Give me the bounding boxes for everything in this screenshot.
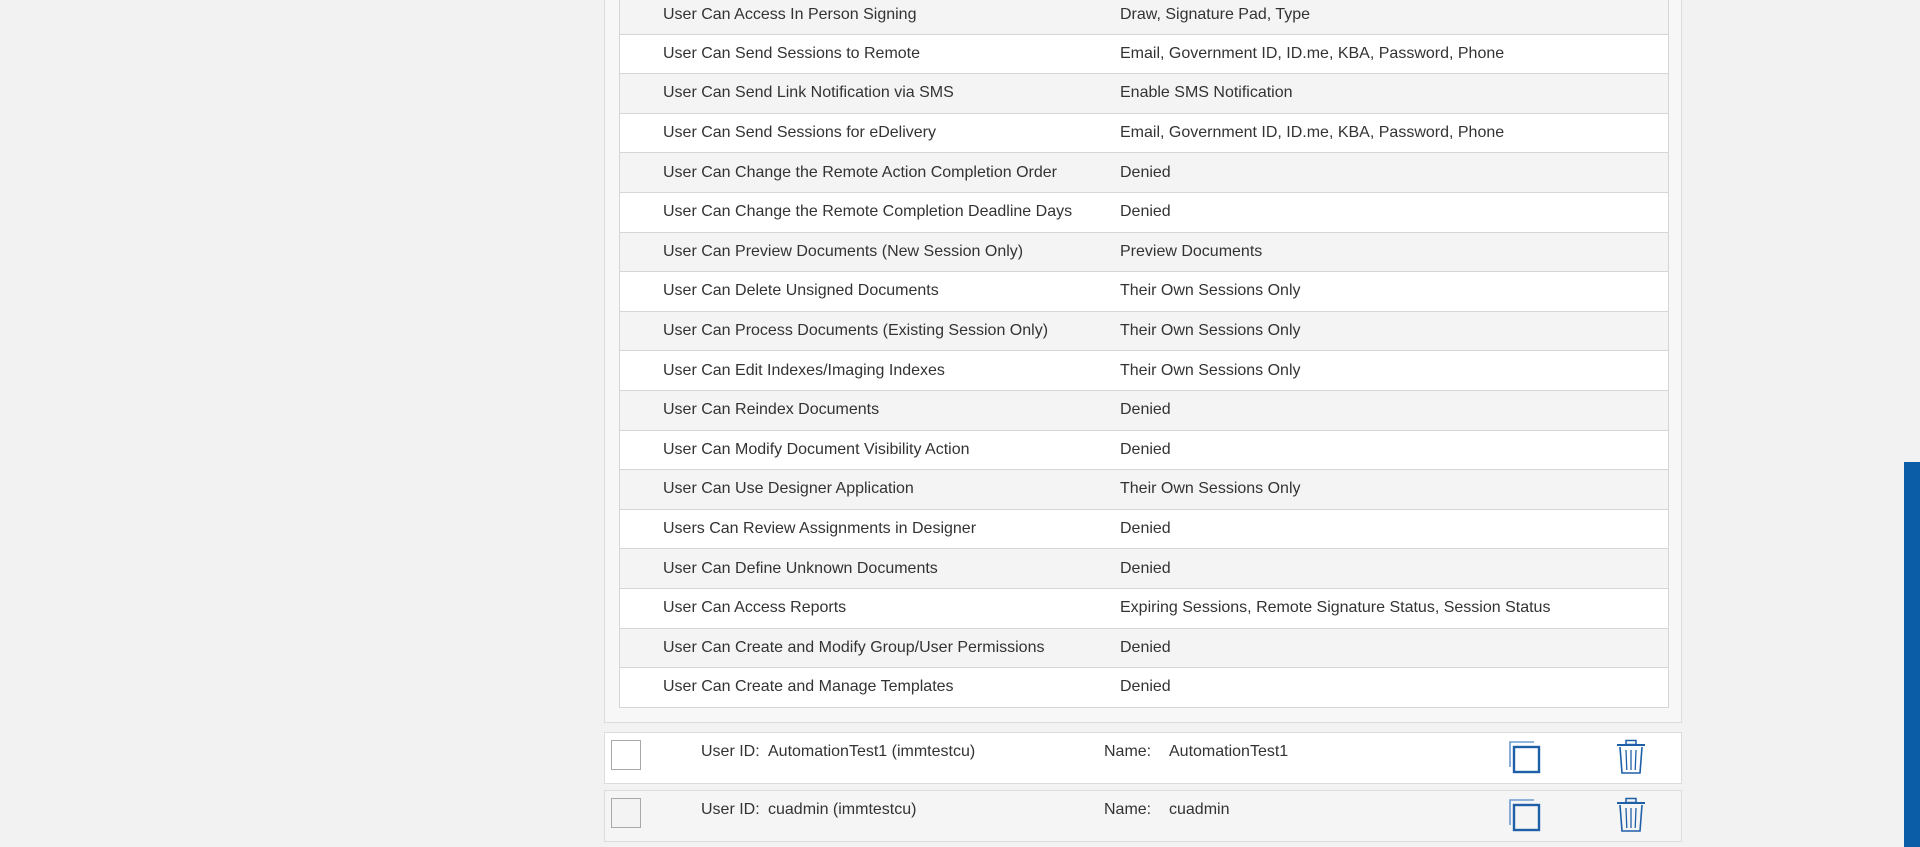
- permission-row: [619, 431, 1669, 471]
- permission-value: Email, Government ID, ID.me, KBA, Password, Phone: [1120, 124, 1505, 142]
- permission-value: Their Own Sessions Only: [1120, 361, 1301, 379]
- trash-icon[interactable]: [1615, 797, 1647, 833]
- permission-value: Expiring Sessions, Remote Signature Status, Session Status: [1120, 599, 1551, 617]
- user-id-value: cuadmin (immtestcu): [768, 801, 917, 818]
- permission-row: [619, 391, 1669, 431]
- permission-value: Enable SMS Notification: [1120, 84, 1293, 102]
- permission-value: Email, Government ID, ID.me, KBA, Password, Phone: [1120, 44, 1505, 62]
- user-row[interactable]: [604, 790, 1682, 842]
- permission-name: Users Can Review Assignments in Designer: [663, 520, 977, 538]
- copy-icon[interactable]: [1507, 739, 1543, 775]
- permission-name: User Can Preview Documents (New Session Only): [663, 242, 1024, 260]
- permission-value: Denied: [1120, 559, 1171, 577]
- permission-row: [619, 153, 1669, 193]
- user-id-label: User ID:: [701, 801, 760, 818]
- permission-value: Their Own Sessions Only: [1120, 480, 1301, 498]
- permission-name: User Can Send Sessions for eDelivery: [663, 124, 937, 142]
- permission-name: User Can Access Reports: [663, 599, 847, 617]
- permission-row: [619, 272, 1669, 312]
- permission-value: Denied: [1120, 203, 1171, 221]
- permission-value: Denied: [1120, 678, 1171, 696]
- permission-row: [619, 74, 1669, 114]
- permission-name: User Can Define Unknown Documents: [663, 559, 938, 577]
- copy-icon[interactable]: [1507, 797, 1543, 833]
- permission-name: User Can Create and Manage Templates: [663, 678, 954, 696]
- trash-icon[interactable]: [1615, 739, 1647, 775]
- permission-row: [619, 470, 1669, 510]
- permission-name: User Can Change the Remote Completion Deadline Days: [663, 203, 1073, 221]
- permission-name: User Can Create and Modify Group/User Permissions: [663, 638, 1045, 656]
- permission-name: User Can Use Designer Application: [663, 480, 914, 498]
- permission-name: User Can Change the Remote Action Completion Order: [663, 163, 1057, 181]
- user-id-value: AutomationTest1 (immtestcu): [768, 743, 976, 760]
- permission-name: User Can Process Documents (Existing Session Only): [663, 322, 1049, 340]
- user-select-checkbox[interactable]: [611, 740, 641, 770]
- permission-value: Denied: [1120, 638, 1171, 656]
- user-select-checkbox[interactable]: [611, 798, 641, 828]
- permission-value: Denied: [1120, 163, 1171, 181]
- permission-name: User Can Send Sessions to Remote: [663, 44, 921, 62]
- permission-name: User Can Access In Person Signing: [663, 5, 917, 23]
- permission-row: [619, 312, 1669, 352]
- permission-row: [619, 589, 1669, 629]
- permission-value: Denied: [1120, 401, 1171, 419]
- permissions-panel: [604, 0, 1682, 723]
- permission-row: [619, 114, 1669, 154]
- user-name-value: AutomationTest1: [1169, 743, 1289, 760]
- permission-value: Denied: [1120, 520, 1171, 538]
- permission-name: User Can Delete Unsigned Documents: [663, 282, 939, 300]
- permission-name: User Can Modify Document Visibility Action: [663, 440, 970, 458]
- permissions-table: [619, 0, 1669, 708]
- user-id-label: User ID:: [701, 743, 760, 760]
- user-name-value: cuadmin: [1169, 801, 1230, 818]
- permission-value: Their Own Sessions Only: [1120, 282, 1301, 300]
- permission-row: [619, 510, 1669, 550]
- permission-name: User Can Edit Indexes/Imaging Indexes: [663, 361, 945, 379]
- permission-row: [619, 35, 1669, 75]
- permission-row: [619, 193, 1669, 233]
- user-row[interactable]: [604, 732, 1682, 784]
- permission-name: User Can Send Link Notification via SMS: [663, 84, 954, 102]
- permission-row: [619, 549, 1669, 589]
- permission-row: [619, 668, 1669, 708]
- permission-row: [619, 629, 1669, 669]
- user-name-label: Name:: [1104, 743, 1152, 760]
- user-name-label: Name:: [1104, 801, 1152, 818]
- permission-row: [619, 233, 1669, 273]
- permission-value: Denied: [1120, 440, 1171, 458]
- permission-row: [619, 0, 1669, 35]
- permission-row: [619, 351, 1669, 391]
- permission-value: Their Own Sessions Only: [1120, 322, 1301, 340]
- permission-name: User Can Reindex Documents: [663, 401, 880, 419]
- vertical-scrollbar[interactable]: [1902, 0, 1920, 847]
- scrollbar-thumb[interactable]: [1904, 462, 1920, 847]
- permission-value: Draw, Signature Pad, Type: [1120, 5, 1311, 23]
- permission-value: Preview Documents: [1120, 242, 1263, 260]
